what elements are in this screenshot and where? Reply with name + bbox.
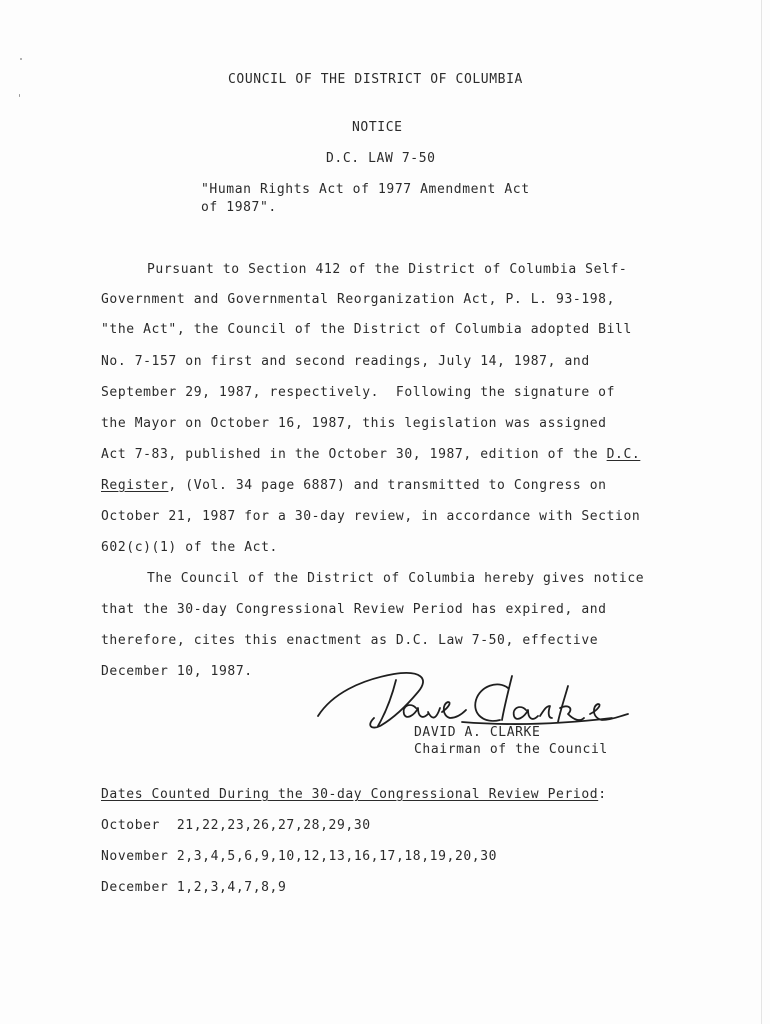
scan-speck [19, 94, 20, 97]
dates-heading-colon: : [598, 787, 607, 802]
month-label: December [101, 880, 169, 895]
signatory-role: Chairman of the Council [414, 742, 608, 757]
signatory-name: DAVID A. CLARKE [414, 725, 541, 740]
dates-heading [101, 787, 607, 802]
day-list: 1,2,3,4,7,8,9 [176, 880, 287, 895]
month-label: November [101, 849, 169, 864]
body-line: The Council of the District of Columbia hereby gives notice [147, 571, 645, 586]
council-heading: COUNCIL OF THE DISTRICT OF COLUMBIA [228, 72, 523, 87]
body-line: Pursuant to Section 412 of the District of Columbia Self- [147, 262, 628, 277]
day-list: 2,3,4,5,6,9,10,12,13,16,17,18,19,20,30 [176, 849, 498, 864]
day-list: 21,22,23,26,27,28,29,30 [176, 818, 371, 833]
dc-register-title: Register [101, 478, 169, 493]
dates-row-october [101, 818, 371, 833]
dates-row-november [101, 849, 497, 864]
body-line: that the 30-day Congressional Review Period has expired, and [101, 602, 607, 617]
month-label: October [101, 818, 160, 833]
dc-register-title: D.C. [606, 447, 641, 462]
body-line: 602(c)(1) of the Act. [101, 540, 278, 555]
body-line: the Mayor on October 16, 1987, this legislation was assigned [101, 416, 607, 431]
dates-row-december [101, 880, 286, 895]
scan-speck [20, 58, 22, 60]
body-line: therefore, cites this enactment as D.C. Law 7-50, effective [101, 633, 599, 648]
law-number: D.C. LAW 7-50 [326, 151, 436, 166]
act-title-line2: of 1987". [201, 200, 277, 215]
body-line: October 21, 1987 for a 30-day review, in accordance with Section [101, 509, 641, 524]
body-line [101, 447, 640, 462]
body-line: No. 7-157 on first and second readings, July 14, 1987, and [101, 354, 590, 369]
notice-heading: NOTICE [352, 120, 403, 135]
body-text: Act 7-83, published in the October 30, 1987, edition of the [101, 447, 607, 462]
act-title-line1: "Human Rights Act of 1977 Amendment Act [201, 182, 530, 197]
body-line [101, 478, 607, 493]
body-line: September 29, 1987, respectively. Following the signature of [101, 385, 616, 400]
dates-heading-text: Dates Counted During the 30-day Congressional Review Period [101, 787, 599, 802]
body-line: "the Act", the Council of the District of Columbia adopted Bill [101, 322, 632, 337]
body-text: , (Vol. 34 page 6887) and transmitted to Congress on [168, 478, 607, 493]
page-edge [761, 0, 762, 1024]
body-line: December 10, 1987. [101, 664, 253, 679]
body-line: Government and Governmental Reorganization Act, P. L. 93-198, [101, 292, 616, 307]
